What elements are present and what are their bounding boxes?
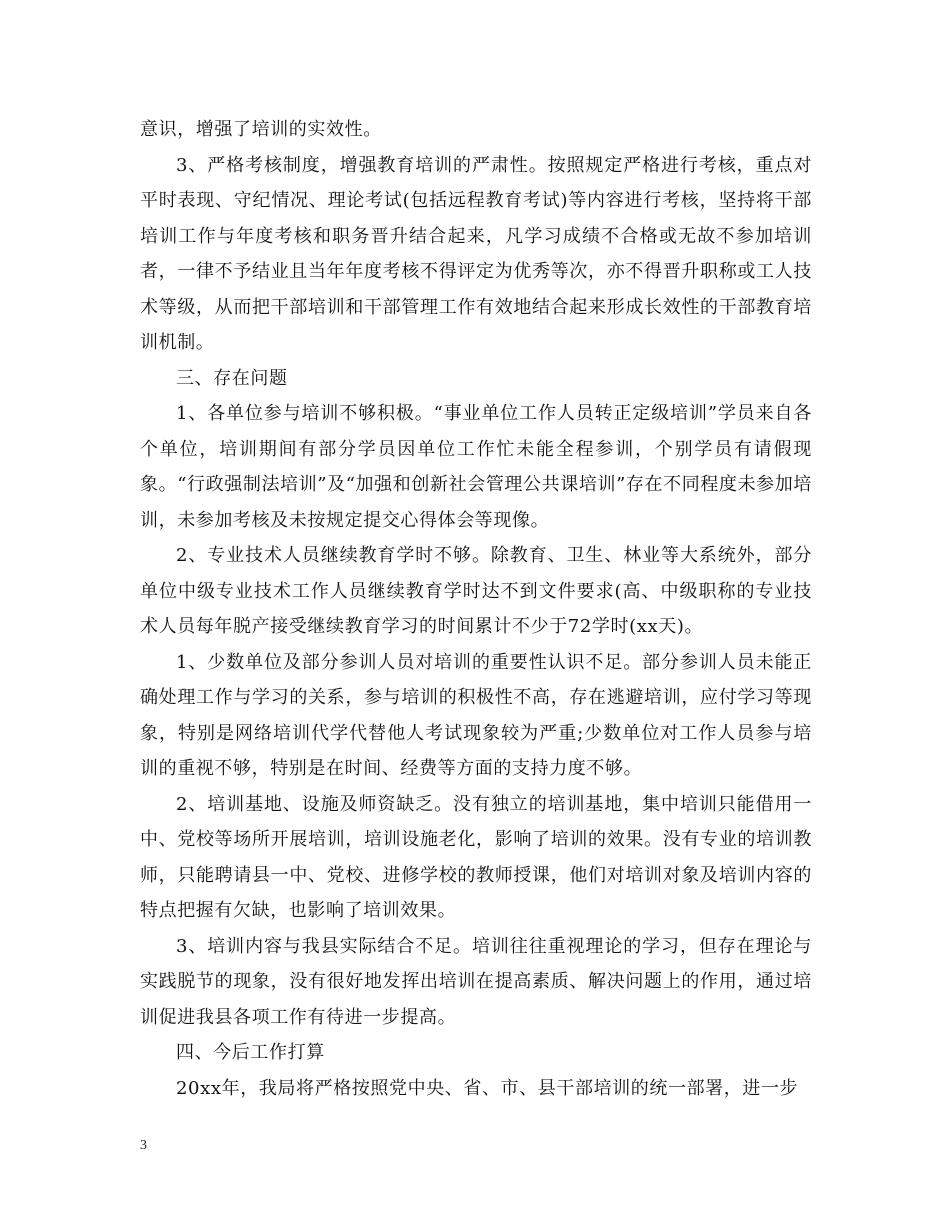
paragraph-0: 意识，增强了培训的实效性。 <box>140 119 382 140</box>
paragraph-7: 3、培训内容与我县实际结合不足。培训往往重视理论的学习，但存在理论与实践脱节的现象，没有很好地发挥出培训在提高素质、解决问题上的作用，通过培训促进我县各项工作有待进一步提高。 <box>140 935 812 1028</box>
section-heading-problems: 三、存在问题 <box>176 367 288 389</box>
paragraph-5: 1、少数单位及部分参训人员对培训的重要性认识不足。部分参训人员未能正确处理工作与学习的关系，参与培训的积极性不高，存在逃避培训，应付学习等现象，特别是网络培训代学代替他人考试现象较为严重;少数单位对工作人员参与培训的重视不够，特别是在时间、经费等方面的支持力度不够。 <box>140 651 812 779</box>
paragraph-1: 3、严格考核制度，增强教育培训的严肃性。按照规定严格进行考核，重点对平时表现、守纪情况、理论考试(包括远程教育考试)等内容进行考核，坚持将干部培训工作与年度考核和职务晋升结合起来，凡学习成绩不合格或无故不参加培训者，一律不予结业且当年年度考核不得评定为优秀等次，亦不得晋升职称或工人技术等级，从而把干部培训和干部管理工作有效地结合起来形成长效性的干部教育培训机制。 <box>140 154 812 353</box>
page-number: 3 <box>140 1138 147 1153</box>
paragraph-6: 2、培训基地、设施及师资缺乏。没有独立的培训基地，集中培训只能借用一中、党校等场所开展培训，培训设施老化，影响了培训的效果。没有专业的培训教师，只能聘请县一中、党校、进修学校的教师授课，他们对培训对象及培训内容的特点把握有欠缺，也影响了培训效果。 <box>140 793 812 921</box>
paragraph-9: 20xx年，我局将严格按照党中央、省、市、县干部培训的统一部署，进一步 <box>176 1077 799 1099</box>
document-body <box>140 112 812 1106</box>
section-heading-plans: 四、今后工作打算 <box>176 1042 325 1063</box>
paragraph-3: 1、各单位参与培训不够积极。“事业单位工作人员转正定级培训”学员来自各个单位，培训期间有部分学员因单位工作忙未能全程参训，个别学员有请假现象。“行政强制法培训”及“加强和创新社会管理公共课培训”存在不同程度未参加培训，未参加考核及未按规定提交心得体会等现像。 <box>140 403 812 531</box>
paragraph-4: 2、专业技术人员继续教育学时不够。除教育、卫生、林业等大系统外，部分单位中级专业技术工作人员继续教育学时达不到文件要求(高、中级职称的专业技术人员每年脱产接受继续教育学习的时间累计不少于72学时(xx天)。 <box>140 545 812 637</box>
